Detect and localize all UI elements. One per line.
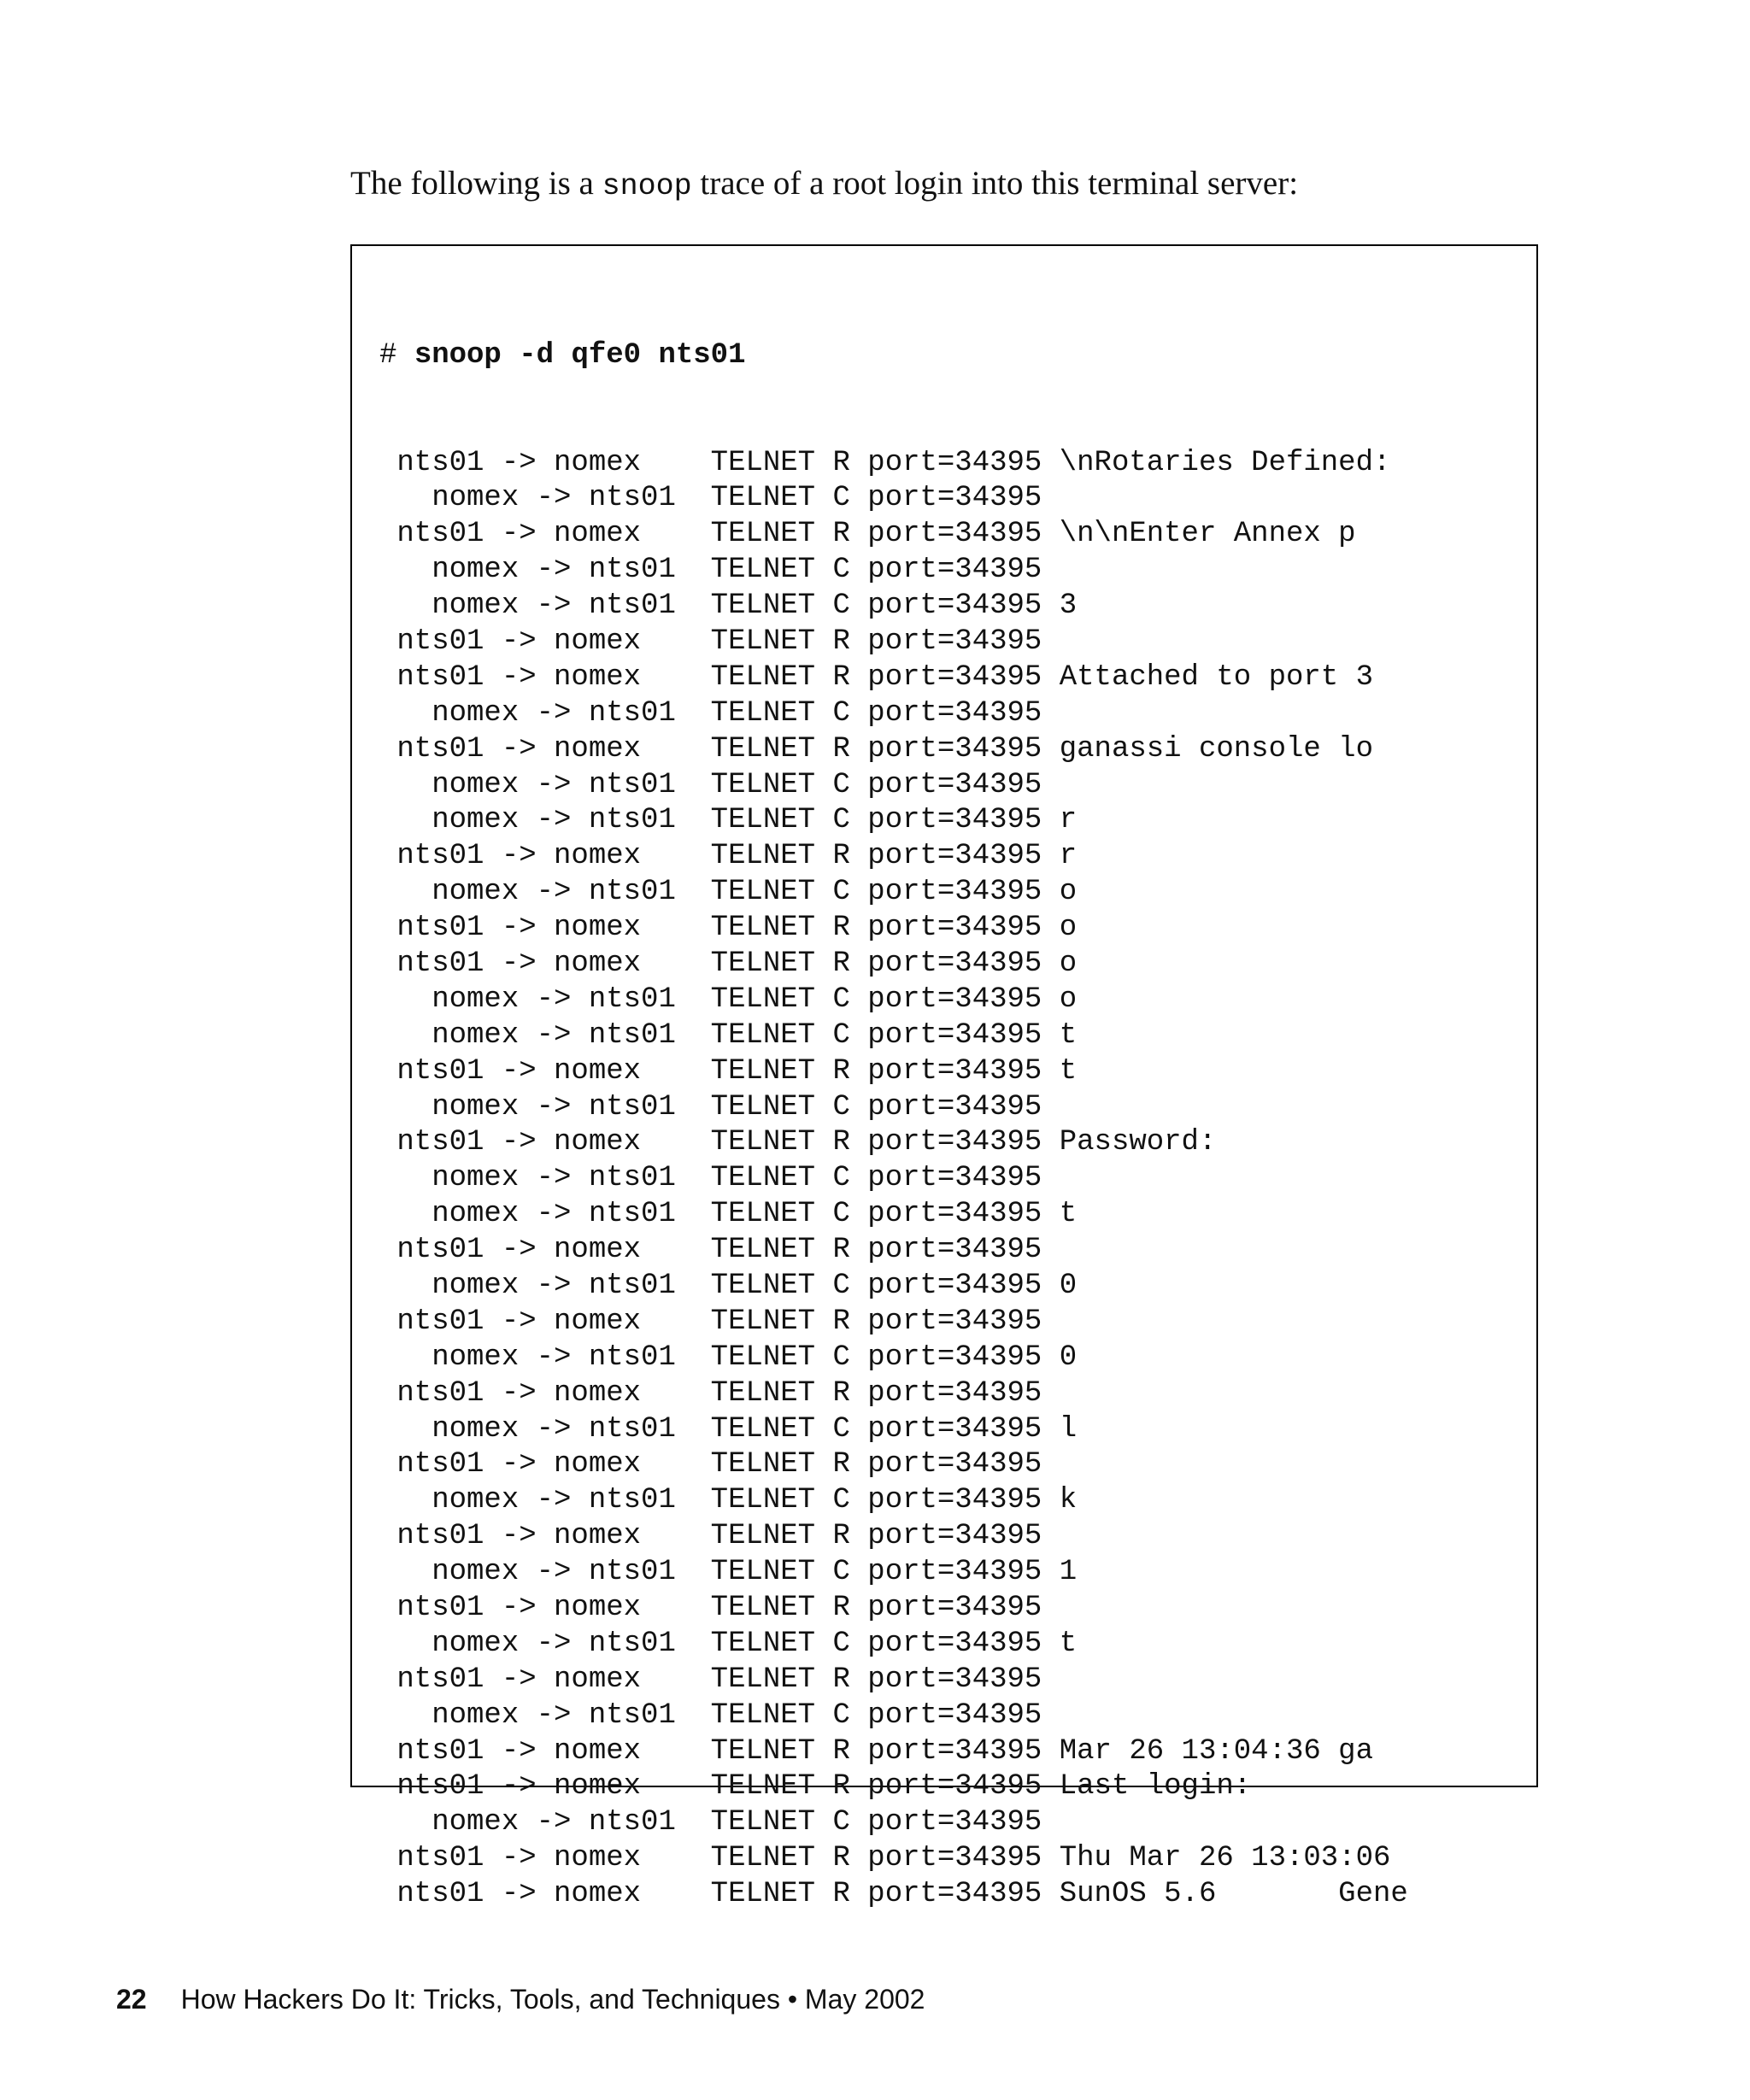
code-block bbox=[350, 244, 1538, 1911]
code-lines bbox=[379, 267, 1408, 1913]
trace-line: nomex -> nts01 TELNET C port=34395 bbox=[379, 1162, 1042, 1195]
trace-line: nomex -> nts01 TELNET C port=34395 0 bbox=[379, 1270, 1078, 1302]
trace-line: nomex -> nts01 TELNET C port=34395 3 bbox=[379, 590, 1078, 623]
trace-line: nomex -> nts01 TELNET C port=34395 bbox=[379, 1698, 1042, 1732]
trace-line: nts01 -> nomex TELNET R port=34395 Thu Mar 26 13:03:06 bbox=[379, 1842, 1391, 1875]
trace-line: nomex -> nts01 TELNET C port=34395 k bbox=[379, 1484, 1078, 1517]
inline-code-snoop: snoop bbox=[602, 169, 692, 203]
snoop-command: snoop -d qfe0 nts01 bbox=[414, 338, 746, 372]
trace-line: nts01 -> nomex TELNET R port=34395 bbox=[379, 1520, 1042, 1553]
trace-line: nts01 -> nomex TELNET R port=34395 ganassi console lo bbox=[379, 732, 1373, 766]
trace-line: nomex -> nts01 TELNET C port=34395 1 bbox=[379, 1556, 1078, 1589]
trace-line: nomex -> nts01 TELNET C port=34395 0 bbox=[379, 1340, 1078, 1374]
trace-line: nomex -> nts01 TELNET C port=34395 o bbox=[379, 876, 1078, 909]
trace-line: nts01 -> nomex TELNET R port=34395 bbox=[379, 625, 1042, 658]
command-line bbox=[379, 338, 1408, 374]
trace-line: nts01 -> nomex TELNET R port=34395 Last login: bbox=[379, 1770, 1252, 1804]
trace-line: nomex -> nts01 TELNET C port=34395 bbox=[379, 1806, 1042, 1839]
trace-line: nts01 -> nomex TELNET R port=34395 Password: bbox=[379, 1126, 1217, 1159]
intro-text-before: The following is a bbox=[350, 165, 602, 202]
trace-line: nts01 -> nomex TELNET R port=34395 r bbox=[379, 840, 1078, 873]
trace-line: nomex -> nts01 TELNET C port=34395 o bbox=[379, 983, 1078, 1016]
trace-line: nts01 -> nomex TELNET R port=34395 bbox=[379, 1592, 1042, 1625]
footer-text: How Hackers Do It: Tricks, Tools, and Techniques • May 2002 bbox=[180, 1984, 925, 2015]
trace-line: nts01 -> nomex TELNET R port=34395 o bbox=[379, 947, 1078, 980]
trace-line: nts01 -> nomex TELNET R port=34395 \n\nEnter Annex p bbox=[379, 518, 1356, 551]
trace-line: nomex -> nts01 TELNET C port=34395 bbox=[379, 482, 1042, 515]
trace-line: nomex -> nts01 TELNET C port=34395 l bbox=[379, 1412, 1078, 1446]
trace-line: nts01 -> nomex TELNET R port=34395 Mar 26 13:04:36 ga bbox=[379, 1734, 1373, 1768]
shell-prompt: # bbox=[379, 338, 414, 372]
trace-line: nomex -> nts01 TELNET C port=34395 t bbox=[379, 1018, 1078, 1052]
trace-line: nts01 -> nomex TELNET R port=34395 bbox=[379, 1234, 1042, 1267]
trace-line: nomex -> nts01 TELNET C port=34395 bbox=[379, 696, 1042, 730]
trace-line: nts01 -> nomex TELNET R port=34395 Attached to port 3 bbox=[379, 660, 1373, 694]
trace-line: nts01 -> nomex TELNET R port=34395 \nRotaries Defined: bbox=[379, 446, 1391, 479]
trace-line: nts01 -> nomex TELNET R port=34395 bbox=[379, 1376, 1042, 1410]
trace-line: nomex -> nts01 TELNET C port=34395 r bbox=[379, 804, 1078, 837]
trace-line: nomex -> nts01 TELNET C port=34395 t bbox=[379, 1198, 1078, 1231]
trace-line: nomex -> nts01 TELNET C port=34395 bbox=[379, 768, 1042, 801]
intro-text-after: trace of a root login into this terminal server: bbox=[691, 165, 1299, 202]
trace-line: nomex -> nts01 TELNET C port=34395 bbox=[379, 554, 1042, 587]
trace-line: nts01 -> nomex TELNET R port=34395 bbox=[379, 1663, 1042, 1696]
trace-line: nomex -> nts01 TELNET C port=34395 t bbox=[379, 1627, 1078, 1660]
trace-line: nts01 -> nomex TELNET R port=34395 SunOS 5.6 Gene bbox=[379, 1878, 1408, 1911]
trace-line: nts01 -> nomex TELNET R port=34395 bbox=[379, 1305, 1042, 1338]
trace-line: nts01 -> nomex TELNET R port=34395 bbox=[379, 1448, 1042, 1481]
trace-line: nts01 -> nomex TELNET R port=34395 t bbox=[379, 1054, 1078, 1088]
page-footer bbox=[116, 1982, 925, 2016]
trace-line: nts01 -> nomex TELNET R port=34395 o bbox=[379, 912, 1078, 945]
trace-line: nomex -> nts01 TELNET C port=34395 bbox=[379, 1090, 1042, 1123]
intro-paragraph bbox=[350, 162, 1298, 208]
page-number: 22 bbox=[116, 1984, 147, 2015]
